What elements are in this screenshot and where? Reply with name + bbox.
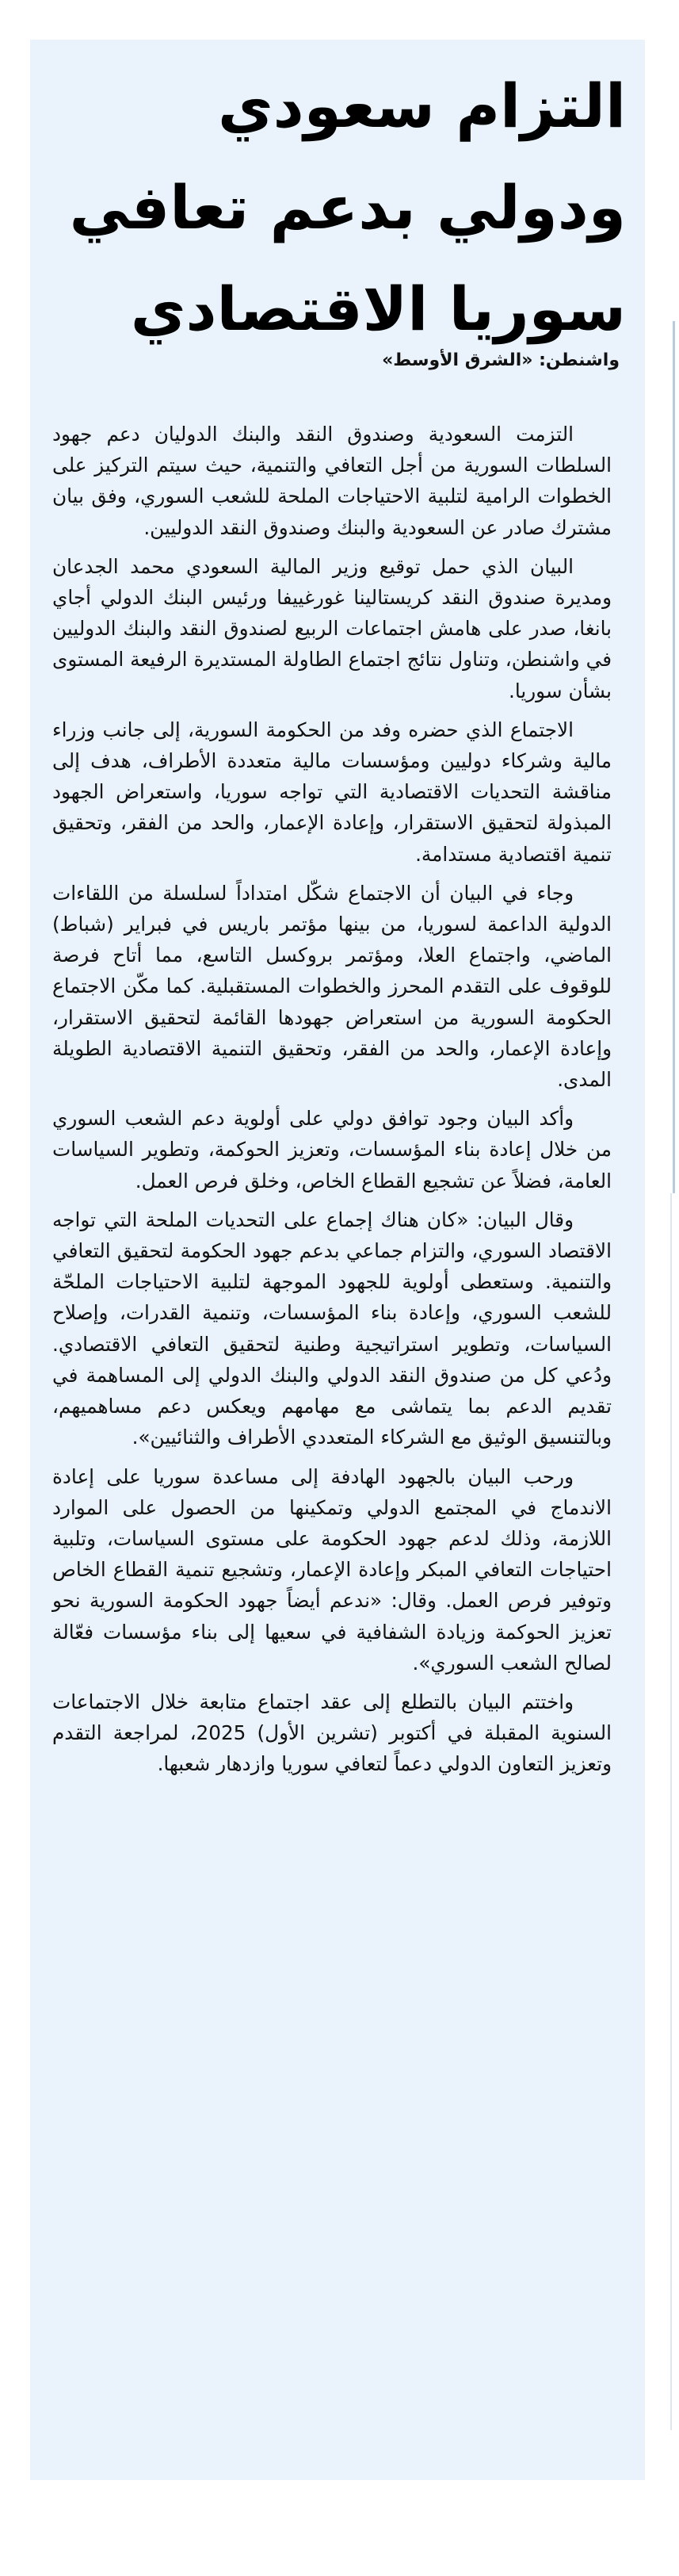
page-edge-marker [673,321,675,1193]
paragraph-2: البيان الذي حمل توقيع وزير المالية السعودي محمد الجدعان ومديرة صندوق النقد كريستالينا غورغييفا ورئيس البنك الدولي أجاي بانغا، صدر على هامش اجتماعات الربيع لصندوق النقد والبنك الدوليين في واشنطن، وتناول نتائج اجتماع الطاولة المستديرة الرفيعة المستوى بشأن سوريا. [52,554,612,702]
paragraph-7: ورحب البيان بالجهود الهادفة إلى مساعدة سوريا على إعادة الاندماج في المجتمع الدولي وتمكينها من الحصول على الموارد اللازمة، وذلك لدعم جهود الحكومة على مستوى السياسات، وتلبية احتياجات التعافي المبكر وإعادة الإعمار، وتشجيع تنمية القطاع الخاص وتوفير فرص العمل. وقال: «ندعم أيضاً جهود الحكومة السورية نحو تعزيز الحوكمة وزيادة الشفافية في سعيها إلى بناء مؤسسات فعّالة لصالح الشعب السوري». [52,1464,612,1675]
article-body [52,419,612,1788]
column-rule [670,1193,672,2430]
paragraph-1: التزمت السعودية وصندوق النقد والبنك الدوليان دعم جهود السلطات السورية من أجل التعافي والتنمية، حيث سيتم التركيز على الخطوات الرامية لتلبية الاحتياجات الملحة للشعب السوري، وفق بيان مشترك صادر عن السعودية والبنك وصندوق النقد الدوليين. [52,423,612,539]
article-headline: التزام سعودي ودولي بدعم تعافي سوريا الاقتصادي [69,71,626,344]
paragraph-5: وأكد البيان وجود توافق دولي على أولوية دعم الشعب السوري من خلال إعادة بناء المؤسسات، وتعزيز الحوكمة، وتطوير السياسات العامة، فضلاً عن تشجيع القطاع الخاص، وخلق فرص العمل. [52,1107,612,1192]
paragraph-6: وقال البيان: «كان هناك إجماع على التحديات الملحة التي تواجه الاقتصاد السوري، والتزام جماعي بدعم جهود الحكومة لتحقيق التعافي والتنمية. وستعطى أولوية للجهود الموجهة لتلبية الاحتياجات الملحّة للشعب السوري، وإعادة بناء المؤسسات، وتنمية القدرات، وإصلاح السياسات، وتطوير استراتيجية وطنية لتحقيق التعافي الاقتصادي. ودُعي كل من صندوق النقد الدولي والبنك الدولي إلى المساهمة في تقديم الدعم بما يتماشى مع مهامهم ويعكس دعم مساهميهم، وبالتنسيق الوثيق مع الشركاء المتعددي الأطراف والثنائيين». [52,1208,612,1449]
paragraph-8: واختتم البيان بالتطلع إلى عقد اجتماع متابعة خلال الاجتماعات السنوية المقبلة في أكتوبر (تشرين الأول) 2025، لمراجعة التقدم وتعزيز التعاون الدولي دعماً لتعافي سوريا وازدهار شعبها. [52,1690,612,1776]
article-byline: واشنطن: «الشرق الأوسط» [382,350,620,370]
paragraph-3: الاجتماع الذي حضره وفد من الحكومة السورية، إلى جانب وزراء مالية وشركاء دوليين ومؤسسات مالية متعددة الأطراف، هدف إلى مناقشة التحديات الاقتصادية التي تواجه سوريا، واستعراض الجهود المبذولة لتحقيق الاستقرار، وإعادة الإعمار، والحد من الفقر، وتحقيق تنمية اقتصادية مستدامة. [52,718,612,866]
paragraph-4: وجاء في البيان أن الاجتماع شكّل امتداداً لسلسلة من اللقاءات الدولية الداعمة لسوريا، من بينها مؤتمر باريس في فبراير (شباط) الماضي، واجتماع العلا، ومؤتمر بروكسل التاسع، مما أتاح فرصة للوقوف على التقدم المحرز والخطوات المستقبلية. كما مكّن الاجتماع الحكومة السورية من استعراض جهودها القائمة لتحقيق الاستقرار، وإعادة الإعمار، والحد من الفقر، وتحقيق التنمية الاقتصادية الطويلة المدى. [52,881,612,1092]
